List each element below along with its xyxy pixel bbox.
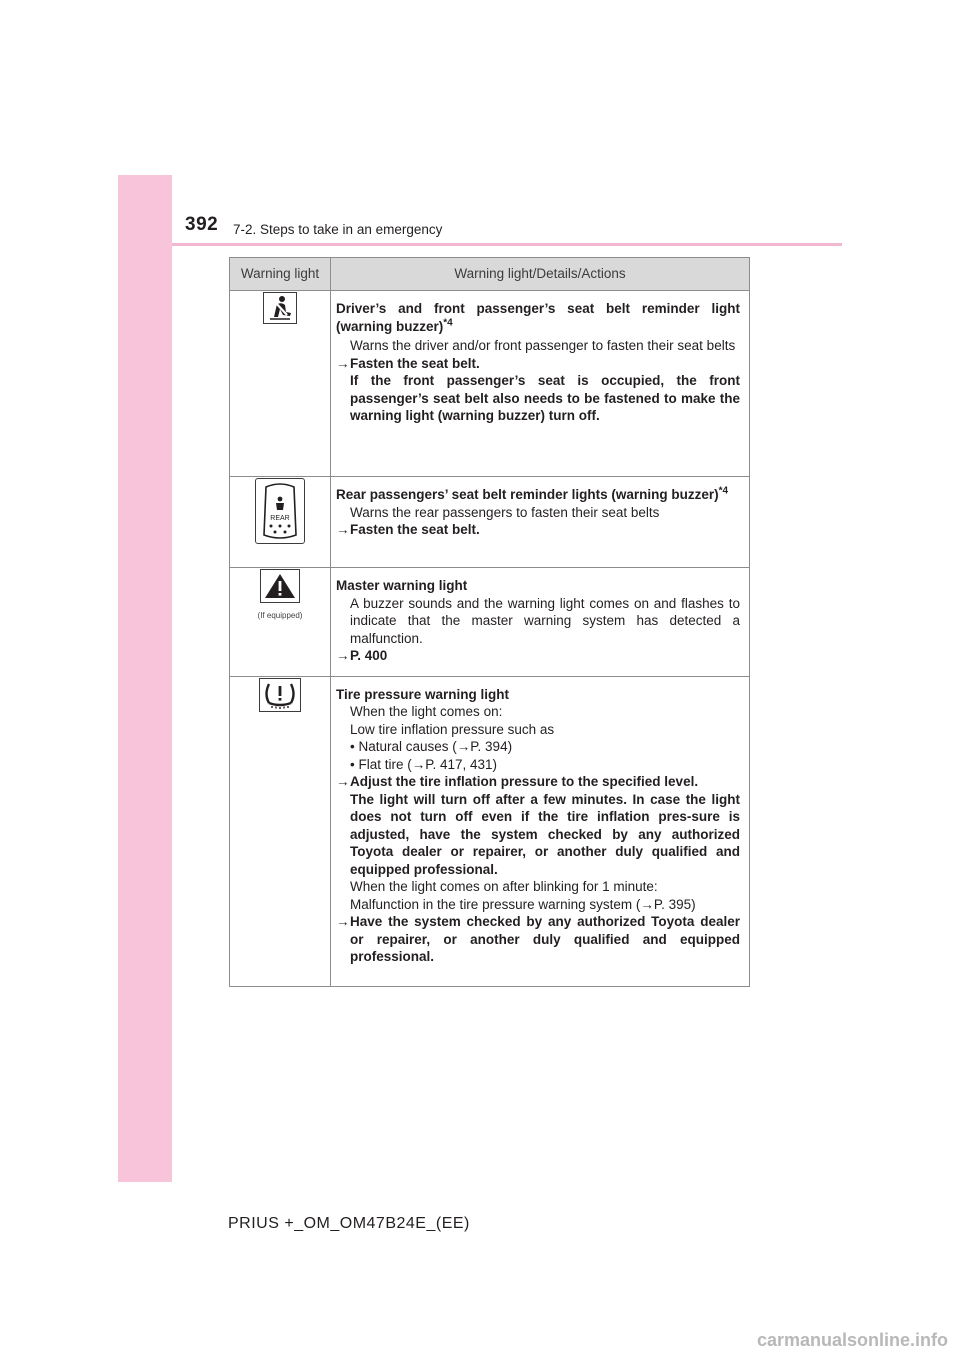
details-cell [331, 568, 750, 677]
table-row [230, 477, 750, 568]
row-action: → Adjust the tire inflation pressure to the specified level. [336, 774, 699, 789]
row-action: → Fasten the seat belt. [336, 355, 480, 371]
icon-cell [230, 676, 331, 986]
details-cell [331, 676, 750, 986]
icon-cell [230, 477, 331, 568]
if-equipped-note: (If equipped) [257, 611, 303, 620]
page-ref-link[interactable]: P. 395) [653, 896, 696, 912]
section-title: 7-2. Steps to take in an emergency [233, 222, 443, 237]
row-description: A buzzer sounds and the warning light comes on and flashes to indicate that the master warning system has detected a malfunction. [350, 595, 740, 646]
warning-light-table [229, 257, 750, 987]
row-action: → Fasten the seat belt. [336, 522, 480, 537]
row-action: → Have the system checked by any authorized Toyota dealer or repairer, or another duly qualified and equipped professional. [336, 914, 740, 964]
page-ref-link[interactable]: P. 417, 431) [425, 756, 498, 772]
rear-icon-label: REAR [270, 515, 290, 522]
condition-line: When the light comes on: [350, 704, 503, 719]
watermark: carmanualsonline.info [756, 1330, 948, 1350]
rear-seat-belt-icon [255, 478, 305, 544]
chapter-tab-strip [118, 175, 172, 1182]
table-header-row [230, 258, 750, 291]
icon-cell [230, 568, 331, 677]
row-action-link[interactable]: → P. 400 [336, 648, 388, 663]
icon-cell [230, 291, 331, 477]
master-warning-icon [260, 569, 300, 603]
page-number: 392 [185, 214, 219, 235]
col-header-details: Warning light/Details/Actions [331, 258, 750, 291]
row-action-note: The light will turn off after a few minutes. In case the light does not turn off even if the tire inflation pres-sure is adjusted, have the system checked by any authorized Toyota dealer or repairer, or another duly qualified and equipped professional. [350, 791, 740, 877]
page-ref-link[interactable]: P. 394) [470, 739, 513, 754]
row-title: Rear passengers’ seat belt reminder lights (warning buzzer)$^{*4}$ [336, 485, 729, 502]
row-title: Tire pressure warning light [336, 686, 510, 702]
malfunction-line: Malfunction in the tire pressure warning system (→P. 395) [350, 896, 696, 912]
footer-doc-id: PRIUS +_OM_OM47B24E_(EE) [228, 1215, 470, 1232]
row-description: Warns the driver and/or front passenger to fasten their seat belts [350, 338, 736, 353]
cause-line: Low tire inflation pressure such as [350, 721, 555, 737]
table-row [230, 291, 750, 477]
table-row [230, 568, 750, 677]
col-header-warning-light: Warning light [230, 258, 331, 291]
row-title: Master warning light [336, 578, 468, 593]
tire-pressure-icon [259, 678, 301, 712]
table-row [230, 676, 750, 986]
row-title: Driver’s and front passenger’s seat belt reminder light (warning buzzer)$^{*4}$ [336, 301, 740, 334]
condition-line: When the light comes on after blinking for 1 minute: [350, 879, 658, 894]
details-cell [331, 477, 750, 568]
row-action-note: If the front passenger’s seat is occupied, the front passenger’s seat belt also needs to be fastened to make the warning light (warning buzzer) turn off. [350, 373, 740, 423]
seat-belt-icon [263, 292, 297, 324]
header-rule [172, 243, 842, 246]
row-description: Warns the rear passengers to fasten their seat belts [350, 504, 660, 520]
details-cell [331, 291, 750, 477]
bullet-natural-causes: • Natural causes (→P. 394) [350, 739, 513, 754]
bullet-flat-tire: • Flat tire (→P. 417, 431) [350, 756, 498, 772]
